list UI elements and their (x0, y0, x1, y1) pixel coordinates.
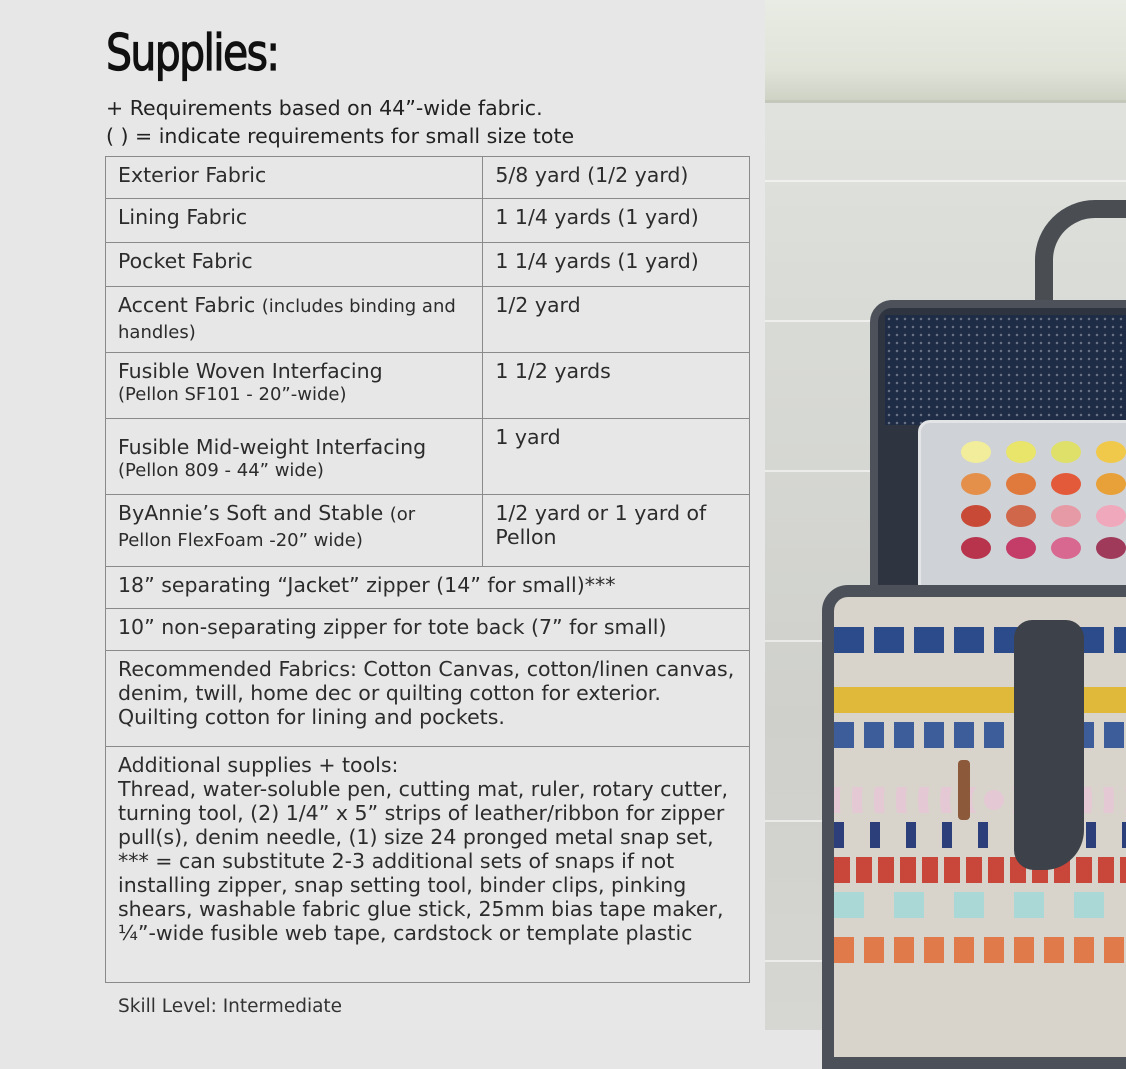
qty-cell: 5/8 yard (1/2 yard) (483, 157, 750, 199)
item-cell (106, 287, 483, 353)
table-row (106, 199, 750, 243)
zipper-pull (958, 760, 970, 820)
qty-cell: 1 1/4 yards (1 yard) (483, 199, 750, 243)
item-cell (106, 199, 483, 243)
bag-lining (885, 315, 1126, 425)
item-note: (Pellon SF101 - 20”-wide) (118, 384, 347, 405)
intro-notes (106, 94, 574, 150)
rug-texture (765, 180, 1126, 182)
item-name: Exterior Fabric (118, 163, 267, 187)
table-row (106, 651, 750, 747)
skill-level: Skill Level: Intermediate (118, 996, 343, 1017)
page-title: Supplies: (106, 24, 279, 82)
item-cell (106, 157, 483, 199)
table-row (106, 609, 750, 651)
qty-cell: 1 1/4 yards (1 yard) (483, 243, 750, 287)
qty-cell: 1 yard (483, 419, 750, 495)
item-note: (or Pellon FlexFoam -20” wide) (118, 504, 416, 551)
full-row-cell: 18” separating “Jacket” zipper (14” for small)*** (106, 567, 750, 609)
additional-heading: Additional supplies + tools: (118, 753, 399, 777)
bag-front-handle (1014, 620, 1084, 870)
item-name: Pocket Fabric (118, 249, 253, 273)
table-row (106, 157, 750, 199)
item-cell (106, 419, 483, 495)
full-row-cell: 10” non-separating zipper for tote back (7” for small) (106, 609, 750, 651)
recommended-fabrics: Recommended Fabrics: Cotton Canvas, cotton/linen canvas, denim, twill, home dec or quilting cotton for exterior. Quilting cotton for lining and pockets. (106, 651, 750, 747)
qty-text: 1/2 yard or 1 yard of Pellon (495, 501, 707, 549)
qty-cell: 1 1/2 yards (483, 353, 750, 419)
item-cell (106, 495, 483, 567)
table-row (106, 495, 750, 567)
item-cell (106, 243, 483, 287)
item-name: Fusible Mid-weight Interfacing (118, 435, 427, 459)
item-name: Accent Fabric (118, 293, 256, 317)
item-name: Fusible Woven Interfacing (118, 359, 383, 383)
table-row (106, 243, 750, 287)
supplies-table (105, 156, 750, 983)
table-row (106, 567, 750, 609)
sofa-background (765, 0, 1126, 103)
additional-supplies (106, 747, 750, 983)
item-cell (106, 353, 483, 419)
qty-cell (483, 495, 750, 567)
table-row (106, 747, 750, 983)
item-name: ByAnnie’s Soft and Stable (118, 501, 384, 525)
additional-text: Thread, water-soluble pen, cutting mat, ruler, rotary cutter, turning tool, (2) 1/4” x 5” strips of leather/ribbon for zipper pull(s), denim needle, (1) size 24 pronged metal snap set, *** = can substitute 2-3 additional sets of snaps if not installing zipper, snap setting tool, binder clips, pinking shears, washable fabric glue stick, 25mm bias tape maker, ¼”-wide fusible web tape, cardstock or template plastic (118, 777, 729, 945)
table-row (106, 419, 750, 495)
table-row (106, 353, 750, 419)
item-note: (includes binding and handles) (118, 296, 456, 343)
intro-line: ( ) = indicate requirements for small size tote (106, 124, 575, 148)
watercolor-palette (918, 420, 1126, 596)
table-row (106, 287, 750, 353)
qty-cell: 1/2 yard (483, 287, 750, 353)
intro-line: + Requirements based on 44”-wide fabric. (106, 96, 543, 120)
item-name: Lining Fabric (118, 205, 248, 229)
item-note: (Pellon 809 - 44” wide) (118, 460, 324, 481)
